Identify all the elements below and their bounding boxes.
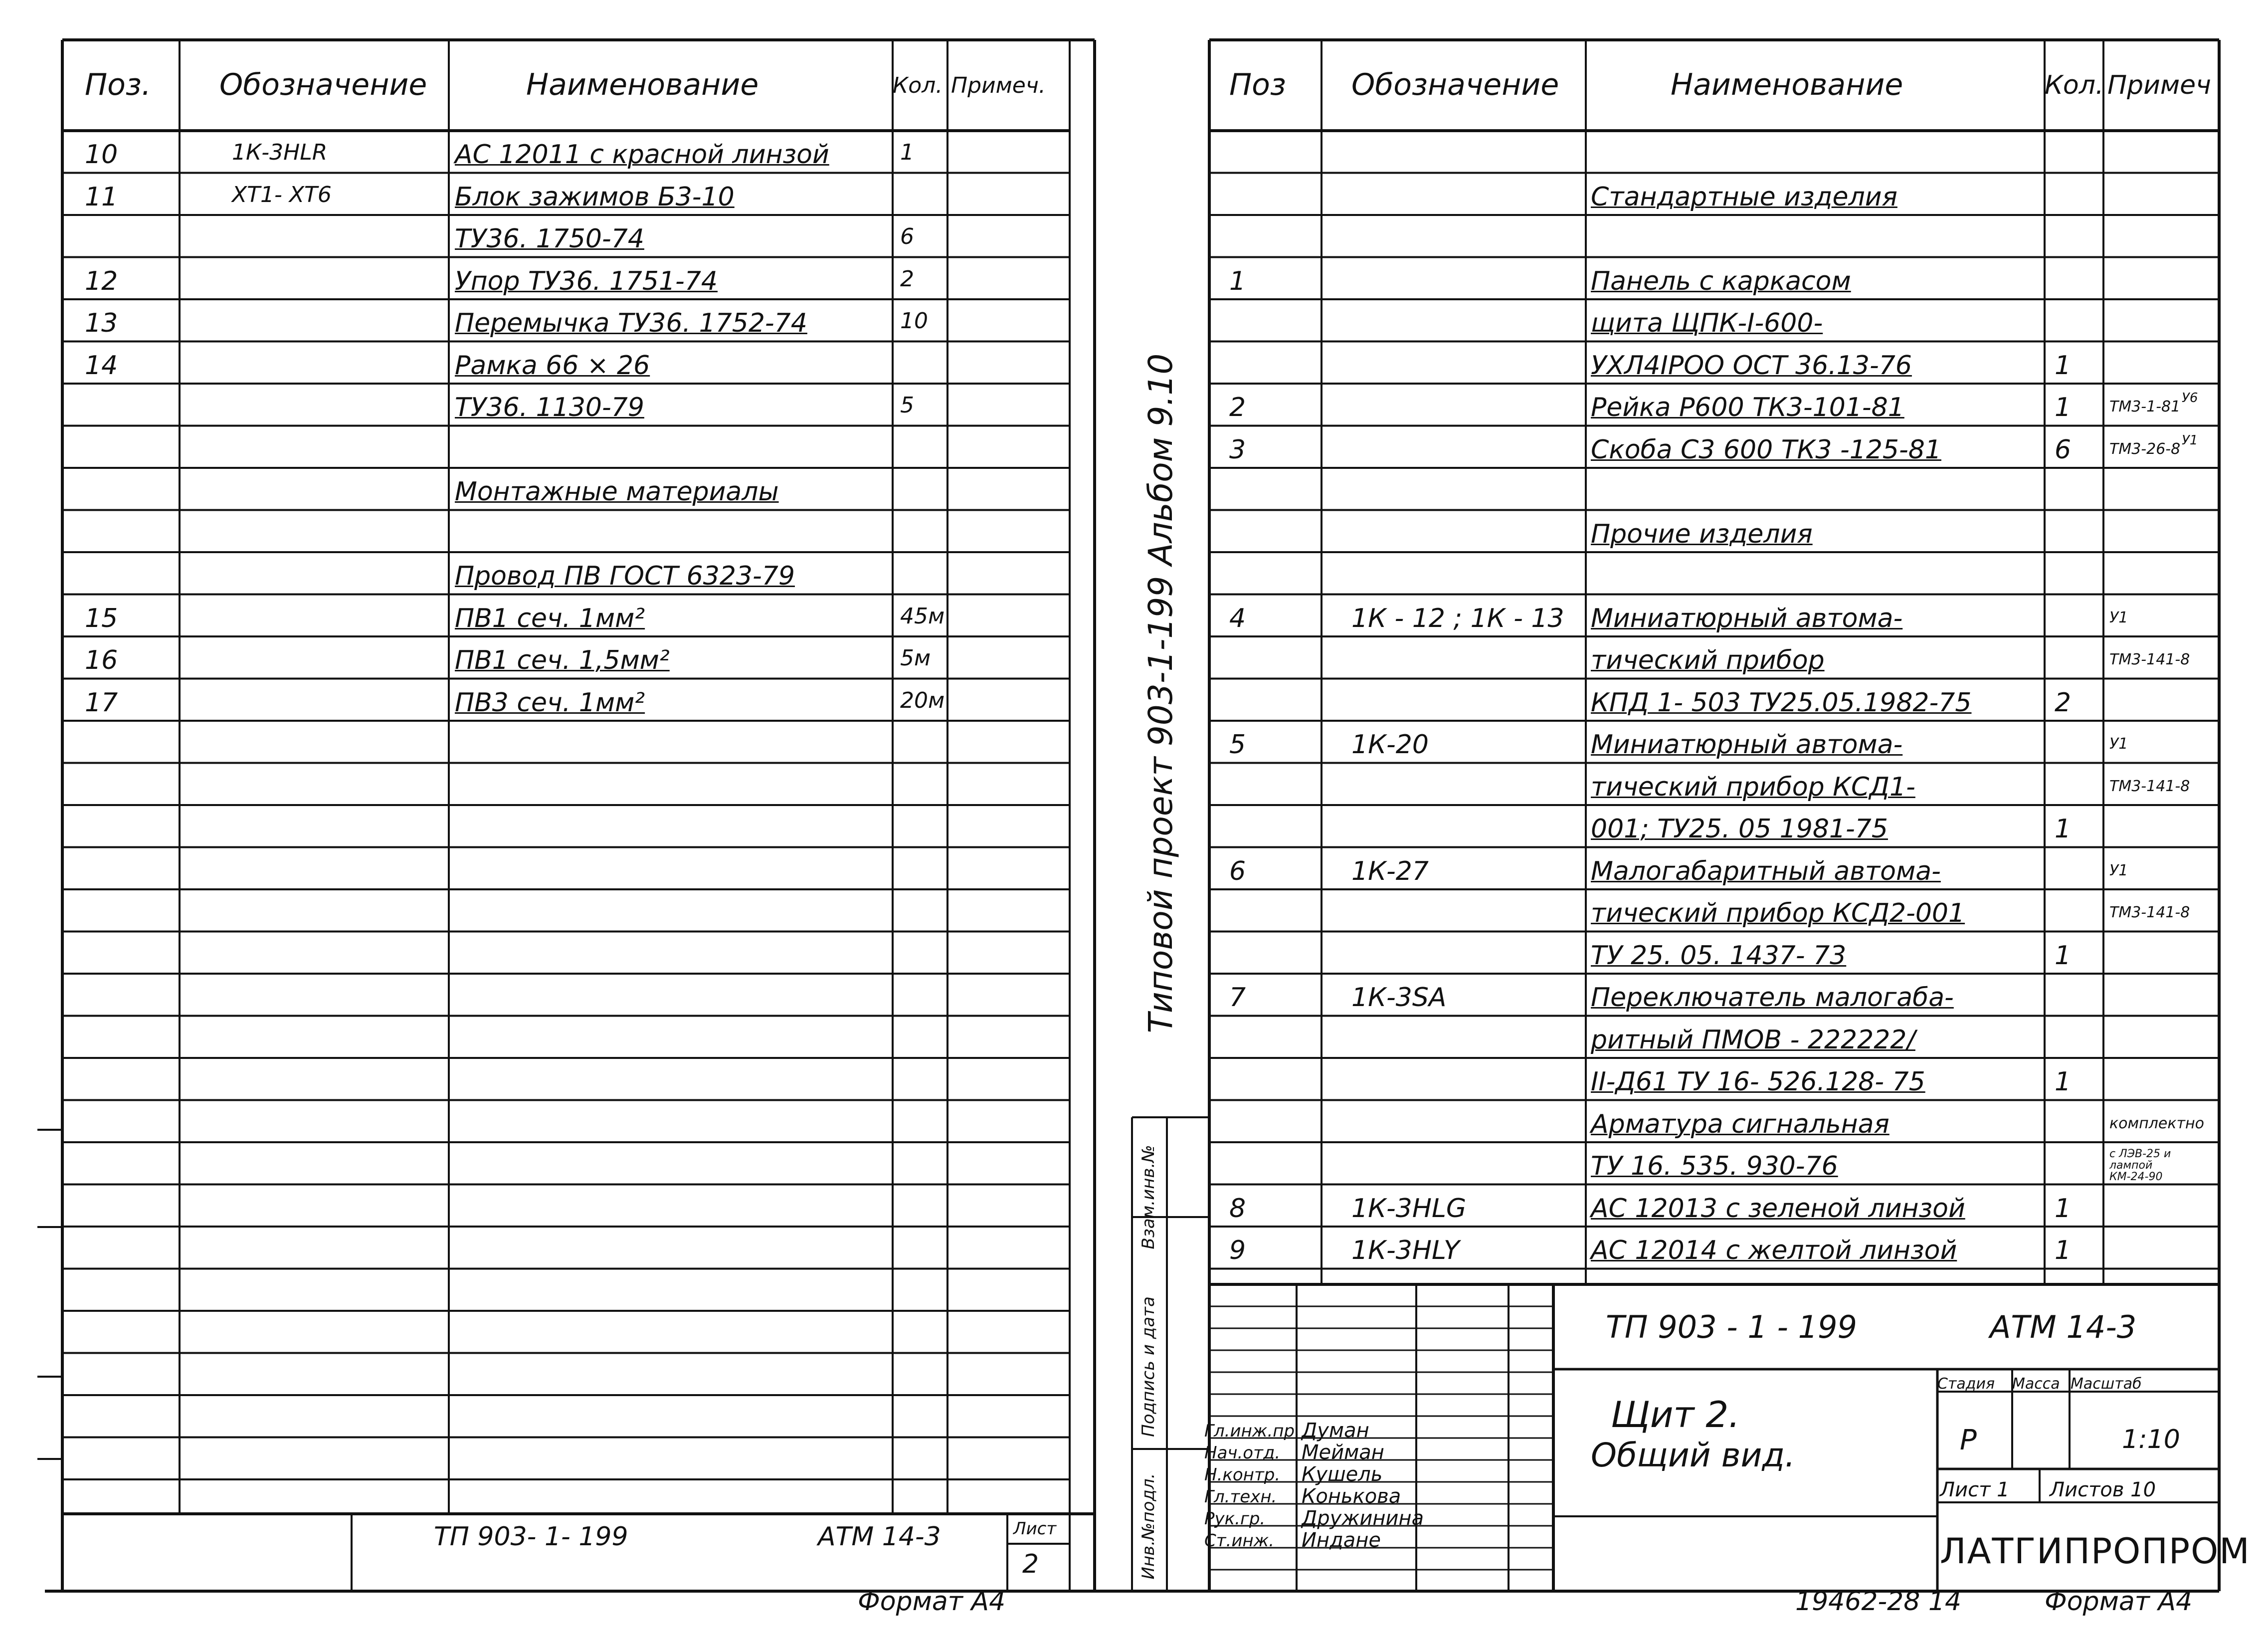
row-name: ТУ36. 1750-74 <box>455 224 644 254</box>
row-name: ТУ 25. 05. 1437- 73 <box>1591 940 1847 971</box>
signature-role: Рук.гр. <box>1204 1509 1266 1529</box>
title-mark: АТМ 14-3 <box>1990 1309 2137 1345</box>
row-name: АС 12011 с красной линзой <box>455 140 829 170</box>
row-qty: 1 <box>2055 940 2072 971</box>
row-pos: 4 <box>1229 603 1246 633</box>
row-note: с ЛЭВ-25 и лампой КМ-24-90 <box>2109 1148 2171 1184</box>
row-qty: 6 <box>2055 434 2072 465</box>
row-designation: 1К - 12 ; 1К - 13 <box>1351 603 1564 633</box>
row-designation: 1К-27 <box>1351 856 1429 886</box>
row-note: ТМ3-141-8 <box>2109 777 2190 795</box>
row-name: Блок зажимов Б3-10 <box>455 182 735 212</box>
left-stamp-code: ТП 903- 1- 199 <box>434 1522 628 1552</box>
note-superscript-2: У1 <box>2182 433 2198 448</box>
sheets-label: Листов 10 <box>2050 1478 2156 1501</box>
scale-value: 1:10 <box>2122 1425 2180 1454</box>
title-project-code: ТП 903 - 1 - 199 <box>1606 1309 1857 1345</box>
row-pos: 12 <box>85 266 118 296</box>
row-name: Панель с каркасом <box>1591 266 1851 296</box>
row-designation: 1К-3НLG <box>1351 1193 1467 1224</box>
row-pos: 9 <box>1229 1236 1246 1265</box>
row-pos: 3 <box>1229 434 1246 465</box>
right-header-pos: Поз <box>1229 67 1286 102</box>
row-name: УХЛ4IРОО ОСТ 36.13-76 <box>1591 350 1912 381</box>
row-name: ПВ3 сеч. 1мм² <box>455 687 645 718</box>
doc-number: 19462-28 14 <box>1795 1587 1962 1617</box>
signature-name: Мейман <box>1302 1441 1384 1464</box>
row-name: ПВ1 сеч. 1,5мм² <box>455 645 670 675</box>
row-pos: 10 <box>85 140 118 170</box>
stage-label: Стадия <box>1937 1375 1995 1393</box>
row-name: Рейка Р600 ТК3-101-81 <box>1591 393 1904 422</box>
row-note: комплектно <box>2109 1114 2204 1132</box>
right-header-qty: Кол. <box>2045 70 2104 100</box>
row-qty: 1 <box>2055 393 2072 422</box>
row-qty: 1 <box>2055 1193 2072 1224</box>
note-superscript-1: У6 <box>2182 391 2198 406</box>
signature-role: Н.контр. <box>1204 1465 1281 1485</box>
signature-name: Думан <box>1302 1419 1369 1442</box>
row-name: тический прибор КСД1- <box>1591 772 1915 802</box>
row-name: Миниатюрный автома- <box>1591 603 1903 633</box>
row-note: ТМ3-141-8 <box>2109 651 2190 668</box>
title-line-1: Щит 2. <box>1611 1394 1740 1436</box>
signature-role: Гл.техн. <box>1204 1487 1277 1507</box>
mass-label: Масса <box>2012 1375 2060 1393</box>
row-name: ритный ПМОВ - 222222/ <box>1591 1025 1915 1055</box>
row-name: Рамка 66 × 26 <box>455 350 650 381</box>
signature-role: Нач.отд. <box>1204 1443 1281 1463</box>
scale-label: Масштаб <box>2071 1375 2142 1393</box>
row-name: Малогабаритный автома- <box>1591 856 1941 886</box>
row-pos: 1 <box>1229 266 1246 296</box>
row-qty: 45м <box>900 603 945 629</box>
left-stamp-mark: АТМ 14-3 <box>818 1522 941 1552</box>
left-header-pos: Поз. <box>85 67 151 102</box>
sign-date-label: Подпись и дата <box>1138 1296 1158 1437</box>
signature-role: Гл.инж.пр. <box>1204 1421 1300 1441</box>
row-note: ТМ3-141-8 <box>2109 904 2190 921</box>
row-name: щита ЩПК-I-600- <box>1591 308 1823 338</box>
signature-name: Конькова <box>1302 1485 1401 1508</box>
row-qty: 1 <box>2055 1236 2072 1265</box>
row-pos: 2 <box>1229 393 1246 422</box>
row-name: КПД 1- 503 ТУ25.05.1982-75 <box>1591 687 1972 718</box>
stage-value: Р <box>1960 1424 1977 1456</box>
sheet-label: Лист 1 <box>1940 1478 2010 1501</box>
row-qty: 1 <box>900 140 914 165</box>
row-pos: 16 <box>85 645 118 675</box>
row-name: Монтажные материалы <box>455 477 779 507</box>
right-format-label: Формат А4 <box>2045 1587 2193 1617</box>
row-qty: 5м <box>900 645 931 671</box>
row-designation: 1К-3НLR <box>232 140 328 165</box>
row-qty: 2 <box>2055 687 2072 718</box>
right-header-note: Примеч <box>2107 70 2211 100</box>
row-name: Миниатюрный автома- <box>1591 730 1903 760</box>
row-name: Упор ТУ36. 1751-74 <box>455 266 718 296</box>
row-designation: 1К-3НLY <box>1351 1236 1460 1265</box>
row-name: II-Д61 ТУ 16- 526.128- 75 <box>1591 1067 1925 1097</box>
row-pos: 14 <box>85 350 118 381</box>
row-name: 001; ТУ25. 05 1981-75 <box>1591 814 1888 844</box>
row-pos: 11 <box>85 182 118 212</box>
signature-name: Дружинина <box>1302 1507 1424 1530</box>
row-pos: 7 <box>1229 983 1246 1013</box>
left-format-label: Формат А4 <box>858 1587 1006 1617</box>
row-note: У1 <box>2109 861 2128 879</box>
row-pos: 13 <box>85 308 118 338</box>
album-title-vertical: Типовой проект 903-1-199 Альбом 9.10 <box>1141 353 1180 1033</box>
row-name: Стандартные изделия <box>1591 182 1897 212</box>
signature-role: Ст.инж. <box>1204 1531 1275 1551</box>
row-qty: 1 <box>2055 814 2072 844</box>
replace-inv-label: Взам.инв.№ <box>1138 1145 1158 1249</box>
row-name: Провод ПВ ГОСТ 6323-79 <box>455 561 795 591</box>
left-header-qty: Кол. <box>893 73 943 98</box>
left-header-note: Примеч. <box>951 73 1046 98</box>
row-qty: 10 <box>900 308 928 334</box>
row-note: ТМ3-1-81 <box>2109 398 2181 415</box>
row-qty: 5 <box>900 393 914 418</box>
row-qty: 2 <box>900 266 914 292</box>
left-header-name: Наименование <box>526 67 759 102</box>
row-designation: 1К-20 <box>1351 730 1429 760</box>
row-name: АС 12013 с зеленой линзой <box>1591 1193 1965 1224</box>
row-pos: 17 <box>85 687 118 718</box>
row-pos: 6 <box>1229 856 1246 886</box>
signature-name: Кушель <box>1302 1463 1383 1486</box>
row-designation: XT1- XT6 <box>232 182 332 207</box>
row-name: Прочие изделия <box>1591 519 1813 549</box>
left-stamp-sheet-label: Лист <box>1013 1519 1057 1539</box>
title-line-2: Общий вид. <box>1591 1436 1795 1474</box>
left-header-designation: Обозначение <box>219 67 427 102</box>
inv-orig-label: Инв.№подл. <box>1138 1473 1158 1580</box>
row-designation: 1К-3SА <box>1351 983 1447 1013</box>
organization-name: ЛАТГИПРОПРОМ <box>1940 1531 2251 1572</box>
row-name: Перемычка ТУ36. 1752-74 <box>455 308 807 338</box>
row-pos: 5 <box>1229 730 1246 760</box>
row-name: Арматура сигнальная <box>1591 1109 1890 1139</box>
row-name: Переключатель малогаба- <box>1591 983 1954 1013</box>
right-header-name: Наименование <box>1671 67 1903 102</box>
row-qty: 6 <box>900 224 914 249</box>
row-name: АС 12014 с желтой линзой <box>1591 1236 1957 1265</box>
row-note: ТМ3-26-8 <box>2109 440 2181 458</box>
row-name: тический прибор КСД2-001 <box>1591 898 1965 928</box>
row-name: Скоба С3 600 ТК3 -125-81 <box>1591 434 1941 465</box>
right-header-designation: Обозначение <box>1351 67 1559 102</box>
left-stamp-sheet-number: 2 <box>1022 1549 1039 1579</box>
row-qty: 20м <box>900 687 945 713</box>
row-note: У1 <box>2109 735 2128 753</box>
row-name: ТУ 16. 535. 930-76 <box>1591 1151 1838 1181</box>
row-pos: 8 <box>1229 1193 1246 1224</box>
row-qty: 1 <box>2055 1067 2072 1097</box>
row-name: ПВ1 сеч. 1мм² <box>455 603 645 633</box>
row-qty: 1 <box>2055 350 2072 381</box>
signature-name: Индане <box>1302 1529 1381 1552</box>
row-name: тический прибор <box>1591 645 1825 675</box>
row-name: ТУ36. 1130-79 <box>455 393 644 422</box>
row-pos: 15 <box>85 603 118 633</box>
row-note: У1 <box>2109 609 2128 626</box>
